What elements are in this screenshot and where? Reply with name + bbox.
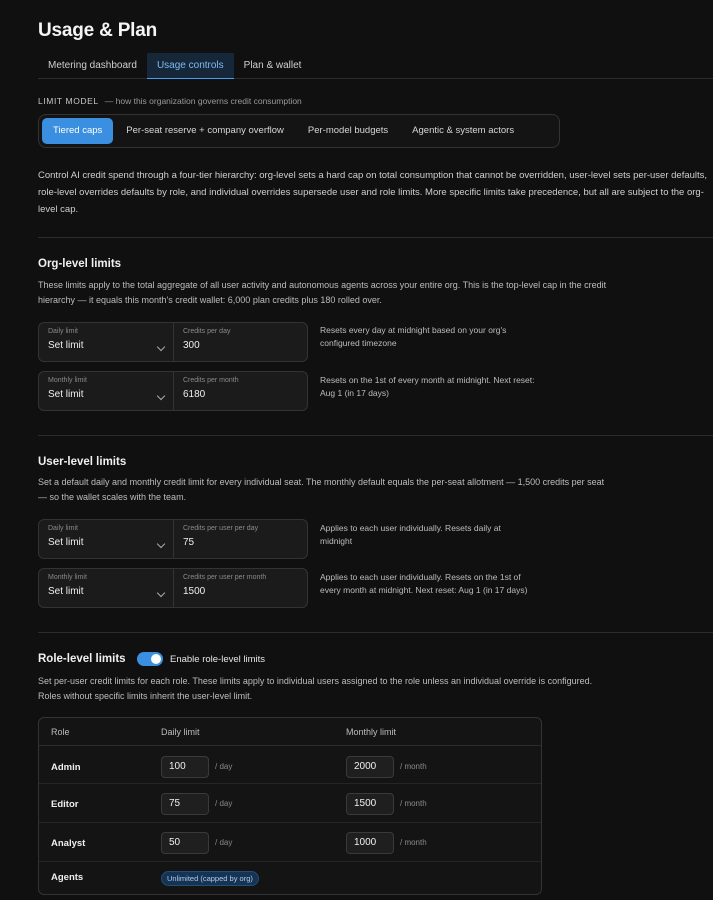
user-limits-title: User-level limits xyxy=(38,456,127,468)
org-monthly-select[interactable] xyxy=(39,372,174,410)
daily-limit-input[interactable]: 75 xyxy=(161,793,209,815)
table-row xyxy=(39,746,541,784)
unit-label: / day xyxy=(215,762,233,771)
role-limits-desc: Set per-user credit limits for each role. These limits apply to individual users assigned to the role unless an individual override is configured. Roles without specific limits inherit the user-level limit. xyxy=(38,676,593,701)
option-per-seat-reserve[interactable]: Per-seat reserve + company overflow xyxy=(126,125,284,136)
tab-bar xyxy=(38,53,713,79)
select-value: Set limit xyxy=(48,340,84,351)
role-name: Editor xyxy=(51,799,79,810)
user-limits-desc: Set a default daily and monthly credit limit for every individual seat. The monthly default equals the per-seat allotment — 1,500 credits per seat — so the wallet scales with the team. xyxy=(38,477,605,502)
input-caption: Credits per month xyxy=(183,377,239,384)
role-limits-toggle[interactable] xyxy=(137,652,163,666)
divider xyxy=(38,237,713,238)
tab-metering-dashboard[interactable]: Metering dashboard xyxy=(48,60,137,71)
org-daily-limit xyxy=(38,322,308,362)
table-row xyxy=(39,862,541,894)
role-name: Agents xyxy=(51,872,84,883)
org-daily-select[interactable] xyxy=(39,323,174,361)
limit-model-label: LIMIT MODEL xyxy=(38,96,99,106)
select-caption: Daily limit xyxy=(48,525,78,532)
input-value: 6180 xyxy=(183,389,206,400)
user-daily-limit xyxy=(38,519,308,559)
limit-model-heading xyxy=(38,96,302,106)
tab-plan-wallet[interactable]: Plan & wallet xyxy=(243,60,302,71)
input-caption: Credits per user per day xyxy=(183,525,259,532)
org-monthly-note: Resets on the 1st of every month at midnight. Next reset: Aug 1 (in 17 days) xyxy=(320,375,535,398)
select-caption: Daily limit xyxy=(48,328,78,335)
user-daily-note: Applies to each user individually. Resets daily at midnight xyxy=(320,523,501,546)
daily-limit-input[interactable]: 50 xyxy=(161,832,209,854)
daily-limit-input[interactable]: 100 xyxy=(161,756,209,778)
page-title: Usage & Plan xyxy=(38,20,158,41)
divider xyxy=(38,435,713,436)
unit-label: / month xyxy=(400,799,427,808)
role-name: Admin xyxy=(51,762,81,773)
table-header xyxy=(39,718,541,746)
intro-text: Control AI credit spend through a four-tier hierarchy: org-level sets a hard cap on total consumption that cannot be overridden, user-level sets per-user defaults, role-level overrides defaults by role, and individual overrides supersede user and role limits. More specific limits take precedence, but all are subject to the org-level cap. xyxy=(38,170,708,215)
unit-label: / month xyxy=(400,762,427,771)
user-monthly-note: Applies to each user individually. Resets on the 1st of every month at midnight. Next reset: Aug 1 (in 17 days) xyxy=(320,572,528,595)
monthly-limit-input[interactable]: 2000 xyxy=(346,756,394,778)
option-tiered-caps[interactable]: Tiered caps xyxy=(42,118,113,144)
org-daily-credits-input[interactable] xyxy=(174,323,307,361)
column-header-monthly: Monthly limit xyxy=(346,727,397,737)
input-value: 75 xyxy=(183,537,195,548)
org-limits-title: Org-level limits xyxy=(38,258,122,270)
select-caption: Monthly limit xyxy=(48,377,87,384)
unit-label: / month xyxy=(400,838,427,847)
monthly-limit-input[interactable]: 1500 xyxy=(346,793,394,815)
roles-table xyxy=(38,717,542,895)
unit-label: / day xyxy=(215,838,233,847)
user-daily-credits-input[interactable] xyxy=(174,520,307,558)
select-value: Set limit xyxy=(48,389,84,400)
org-monthly-credits-input[interactable] xyxy=(174,372,307,410)
option-per-model-budgets[interactable]: Per-model budgets xyxy=(307,125,389,136)
role-limits-title: Role-level limits xyxy=(38,653,126,665)
input-caption: Credits per user per month xyxy=(183,574,267,581)
input-value: 1500 xyxy=(183,586,206,597)
input-caption: Credits per day xyxy=(183,328,231,335)
user-monthly-credits-input[interactable] xyxy=(174,569,307,607)
toggle-knob xyxy=(151,654,161,664)
monthly-limit-input[interactable]: 1000 xyxy=(346,832,394,854)
column-header-daily: Daily limit xyxy=(161,727,200,737)
tab-usage-controls[interactable]: Usage controls xyxy=(147,53,234,79)
user-monthly-limit xyxy=(38,568,308,608)
table-row xyxy=(39,784,541,823)
user-monthly-select[interactable] xyxy=(39,569,174,607)
option-agentic-system-actors[interactable]: Agentic & system actors xyxy=(412,125,515,136)
user-daily-select[interactable] xyxy=(39,520,174,558)
limit-model-selector xyxy=(38,114,560,148)
unit-label: / day xyxy=(215,799,233,808)
select-value: Set limit xyxy=(48,537,84,548)
input-value: 300 xyxy=(183,340,200,351)
status-badge: Unlimited (capped by org) xyxy=(161,871,259,886)
org-monthly-limit xyxy=(38,371,308,411)
table-row xyxy=(39,823,541,862)
select-caption: Monthly limit xyxy=(48,574,87,581)
role-limits-toggle-label: Enable role-level limits xyxy=(170,654,266,665)
limit-model-hint: — how this organization governs credit consumption xyxy=(104,96,302,106)
divider xyxy=(38,632,713,633)
org-limits-desc: These limits apply to the total aggregate of all user activity and autonomous agents across your entire org. This is the top-level cap in the credit hierarchy — it equals this month's credit wallet: 6,000 plan credits plus 180 rolled over. xyxy=(38,280,607,305)
select-value: Set limit xyxy=(48,586,84,597)
org-daily-note: Resets every day at midnight based on your org's configured timezone xyxy=(320,325,507,348)
column-header-role: Role xyxy=(51,727,70,737)
role-name: Analyst xyxy=(51,838,86,849)
